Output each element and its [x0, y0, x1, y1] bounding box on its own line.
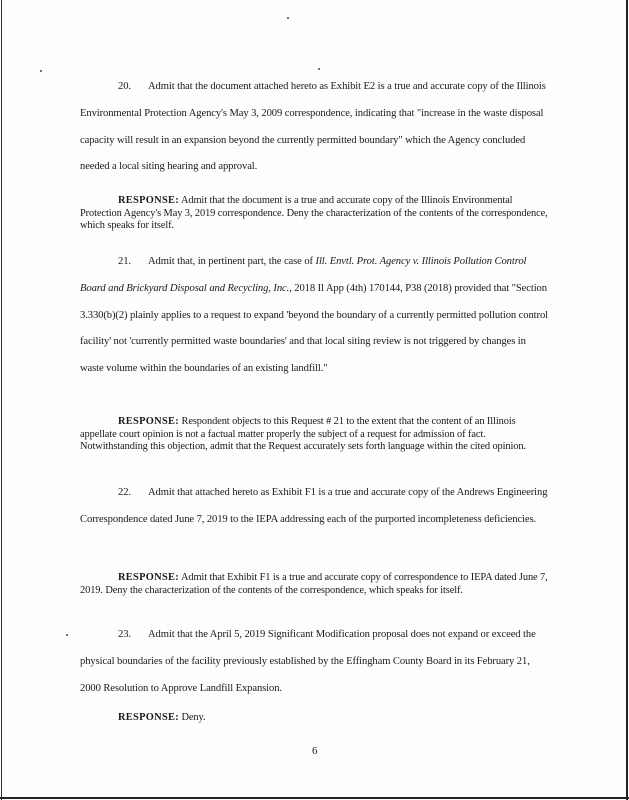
scan-border-left: [1, 0, 2, 800]
response-21: [80, 416, 550, 454]
scan-border-bottom: [0, 797, 629, 799]
scan-speck: [318, 68, 320, 70]
request-21-case-name: Ill. Envtl. Prot. Agency v. Illinois Pollution Control Board and Brickyard Disposal and Recycling, Inc.: [80, 256, 527, 294]
request-20-text: Admit that the document attached hereto as Exhibit E2 is a true and accurate copy of the Illinois Environmental Protection Agency's May 3, 2009 correspondence, indicating that "increase in the waste disposal capacity will result in an expansion beyond the currently permitted boundary" which the Agency concluded needed a local siting hearing and approval.: [80, 81, 546, 173]
request-21-intro: Admit that, in pertinent part, the case of: [148, 256, 316, 267]
request-20: [80, 74, 550, 181]
response-23: [80, 712, 550, 725]
response-22-text: Admit that Exhibit F1 is a true and accurate copy of correspondence to IEPA dated June 7, 2019. Deny the characterization of the contents of the correspondence, which speaks for itself.: [80, 572, 548, 596]
response-20: [80, 195, 550, 233]
response-22-label: RESPONSE:: [118, 572, 180, 583]
request-23-text: Admit that the April 5, 2019 Significant Modification proposal does not expand or exceed the physical boundaries of the facility previously established by the Effingham County Board in its February 21, 2000 Resolution to Approve Landfill Expansion.: [80, 629, 536, 694]
response-20-label: RESPONSE:: [118, 195, 180, 206]
scan-speck: [66, 634, 68, 636]
request-22-text: Admit that attached hereto as Exhibit F1 is a true and accurate copy of the Andrews Engineering Correspondence dated June 7, 2019 to the IEPA addressing each of the purported incompleteness deficiencies.: [80, 487, 548, 525]
response-21-text: Respondent objects to this Request # 21 to the extent that the content of an Illinois appellate court opinion is not a factual matter properly the subject of a request for admission of fact. Notwithstanding this objection, admit that the Request accurately sets forth language within the cited opinion.: [80, 416, 526, 453]
page-number: 6: [312, 745, 318, 757]
request-21: [80, 249, 550, 383]
request-23: [80, 622, 550, 702]
request-22-number: 22.: [118, 487, 131, 498]
request-22: [80, 480, 550, 534]
response-22: [80, 572, 550, 597]
response-23-label: RESPONSE:: [118, 712, 180, 723]
scan-speck: [287, 17, 289, 19]
scan-border-right: [626, 0, 628, 800]
request-21-rest: , 2018 Il App (4th) 170144, P38 (2018) provided that "Section 3.330(b)(2) plainly applies to a request to expand 'beyond the boundary of a currently permitted pollution control facility' not 'currently permitted waste boundaries' and that local siting review is not triggered by changes in waste volume within the boundaries of an existing landfill.": [80, 282, 548, 375]
scan-speck: [40, 70, 42, 72]
request-20-number: 20.: [118, 81, 131, 92]
response-20-text: Admit that the document is a true and accurate copy of the Illinois Environmental Protection Agency's May 3, 2019 correspondence. Deny the characterization of the contents of the correspondence, which speaks for itself.: [80, 195, 548, 232]
request-23-number: 23.: [118, 629, 131, 640]
response-21-label: RESPONSE:: [118, 416, 180, 427]
request-21-number: 21.: [118, 256, 131, 267]
response-23-text: Deny.: [181, 712, 206, 723]
